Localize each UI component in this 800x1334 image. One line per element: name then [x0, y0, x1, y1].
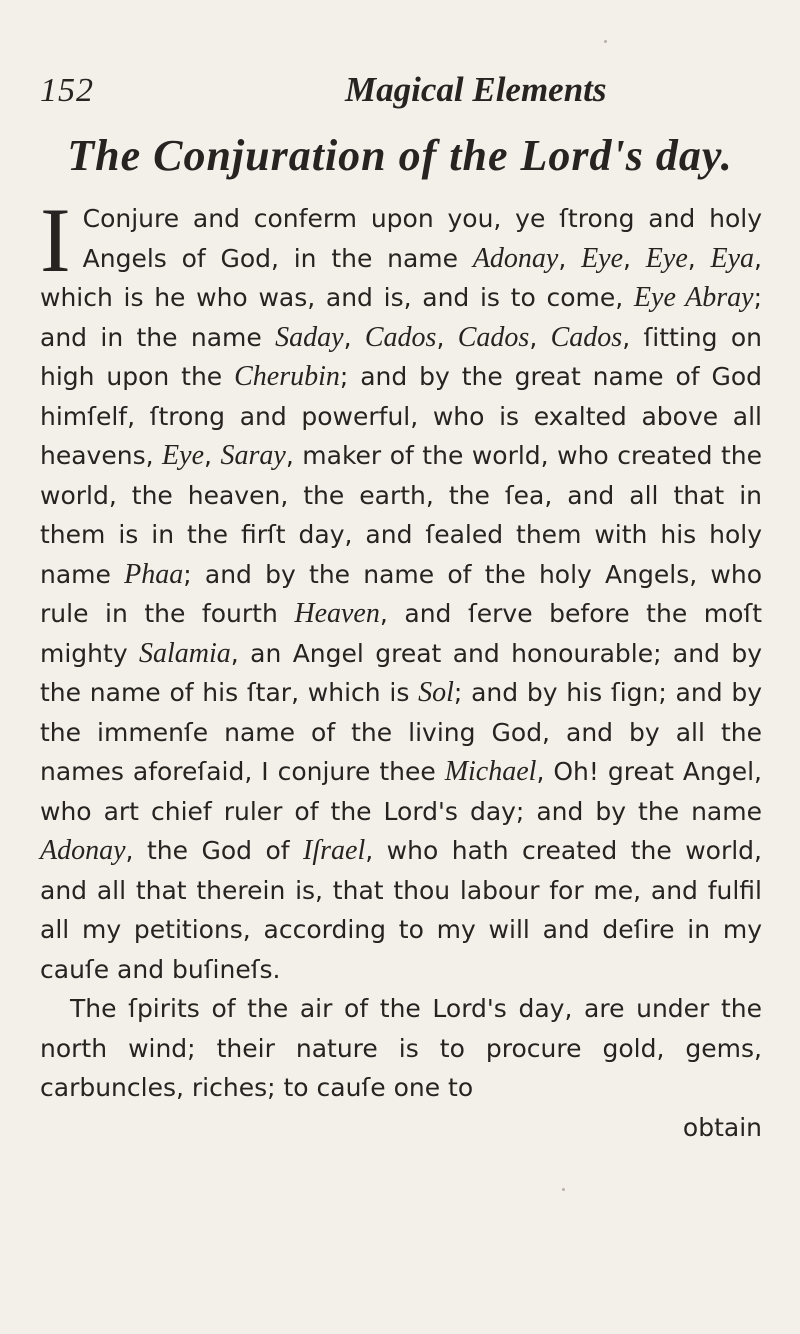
page-header: [40, 66, 760, 116]
italic-name: Cados: [457, 321, 530, 353]
italic-name: Michael: [444, 756, 537, 787]
paragraph-conjuration-text: [40, 204, 762, 984]
text-run: ,: [529, 322, 551, 352]
italic-name: Eye Abray: [633, 282, 754, 313]
italic-name: Eye: [581, 242, 624, 274]
italic-name: Cherubin: [234, 361, 340, 392]
italic-name: Cados: [364, 321, 437, 353]
chapter-title: The Conjuration of the Lord's day.: [67, 131, 733, 180]
italic-name: Saray: [220, 440, 286, 471]
drop-cap: I: [40, 189, 71, 291]
paragraph-spirits: The ſpirits of the air of the Lord's day, are under the north wind; their nature is to procure gold, gems, carbuncles, riches; to cauſe one to: [40, 994, 762, 1102]
text-run: , ſitting on high upon the: [40, 322, 762, 391]
italic-name: Adonay: [40, 835, 126, 866]
italic-name: Heaven: [294, 598, 380, 629]
text-run: , the God of: [125, 836, 304, 865]
paper-speck: [562, 1188, 565, 1191]
text-run: , and ſerve before the moſt mighty: [40, 599, 763, 668]
italic-name: Eya: [710, 242, 755, 274]
text-run: ,: [623, 243, 646, 273]
text-run: , which is he who was, and is, and is to come,: [40, 243, 762, 312]
text-run: ; and by his ſign; and by the immenſe name of the living God, and by all the names aforeſaid, I conjure thee: [40, 678, 762, 786]
text-run: Conjure and conferm upon you, ye ſtrong and holy Angels of God, in the name: [82, 204, 762, 273]
italic-name: Cados: [550, 321, 623, 353]
text-run: ,: [204, 441, 221, 470]
italic-name: Salamia: [139, 637, 231, 669]
body-text: [40, 189, 763, 1147]
text-run: ,: [687, 243, 711, 273]
page-number: 152: [40, 72, 94, 109]
text-run: ; and by the great name of God himſelf, ſtrong and powerful, who is exalted above all heavens,: [40, 362, 762, 470]
catchword: obtain: [682, 1112, 762, 1142]
text-run: , Oh! great Angel, who art chief ruler of the Lord's day; and by the name: [40, 757, 762, 826]
text-run: ,: [558, 243, 582, 273]
text-run: , an Angel great and honourable; and by the name of his ſtar, which is: [40, 638, 762, 707]
italic-name: Sol: [418, 677, 454, 708]
text-run: , who hath created the world, and all that therein is, that thou labour for me, and fulfil all my petitions, according to my will and deſire in my cauſe and buſineſs.: [40, 836, 762, 984]
text-run: ; and by the name of the holy Angels, who rule in the fourth: [40, 559, 762, 628]
italic-name: Adonay: [472, 242, 559, 274]
text-run: ; and in the name: [40, 283, 762, 352]
text-run: , maker of the world, who created the world, the heaven, the earth, the ſea, and all that in them is in the firſt day, and ſealed them with his holy name: [40, 441, 762, 589]
italic-name: Phaa: [124, 558, 184, 590]
paragraph-conjuration: [40, 189, 763, 989]
paper-speck: [604, 40, 607, 43]
text-run: ,: [343, 322, 365, 352]
running-head: Magical Elements: [345, 70, 607, 109]
italic-name: Iſrael: [303, 835, 366, 866]
text-run: ,: [436, 322, 458, 352]
italic-name: Eye: [162, 440, 205, 471]
italic-name: Saday: [275, 321, 344, 353]
italic-name: Eye: [645, 242, 688, 274]
